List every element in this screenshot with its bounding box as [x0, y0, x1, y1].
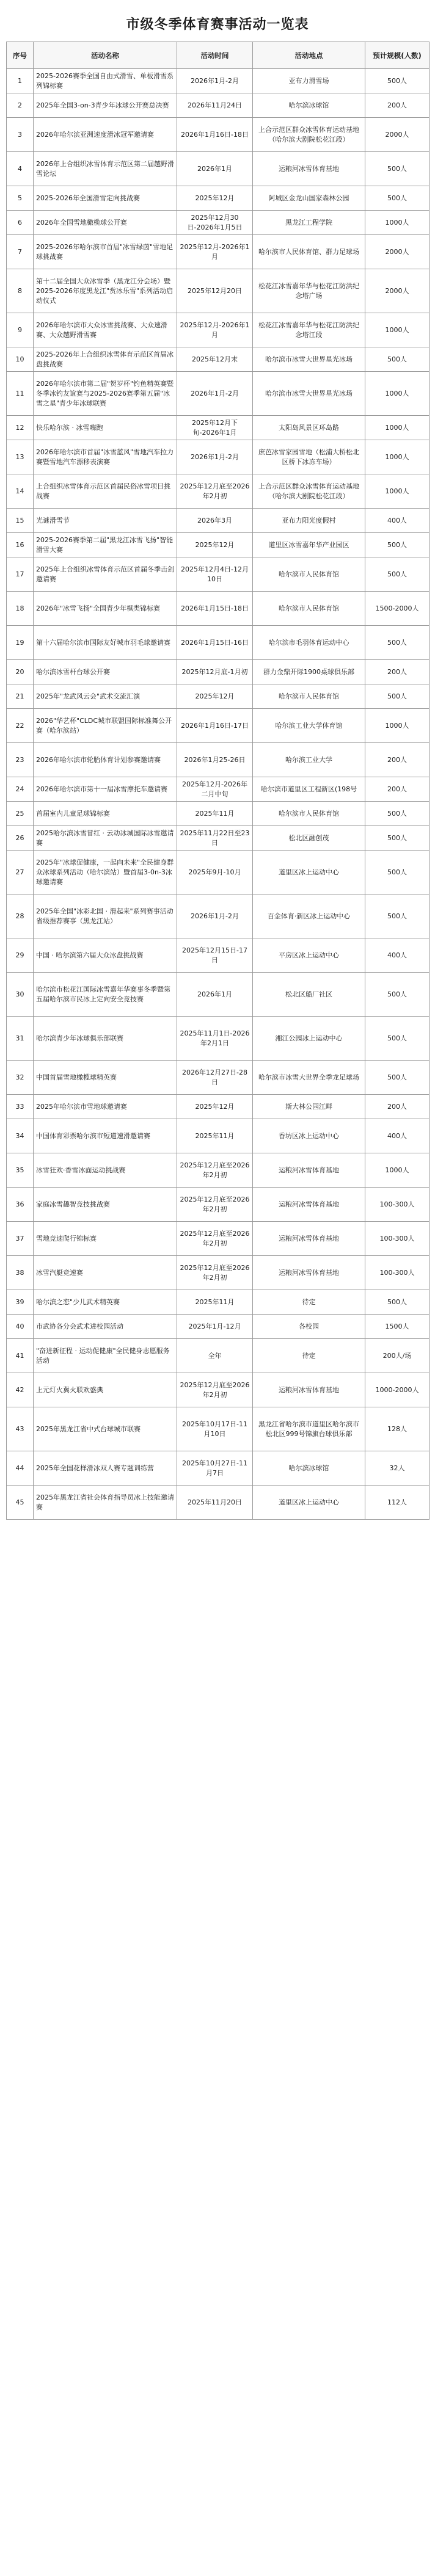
- table-row: [7, 1290, 430, 1315]
- row-index: 25: [7, 802, 34, 826]
- row-index: 7: [7, 235, 34, 269]
- row-expected-scale: 500人: [365, 973, 430, 1017]
- row-activity-time: 全年: [177, 1339, 253, 1373]
- row-activity-time: 2025年12月-2026年1月: [177, 313, 253, 347]
- row-activity-location: 松北区船厂社区: [253, 973, 365, 1017]
- table-row: [7, 474, 430, 509]
- row-index: 22: [7, 709, 34, 743]
- table-row: [7, 440, 430, 474]
- row-expected-scale: 500人: [365, 626, 430, 660]
- row-activity-name: 2025年黑龙江省社会体育指导员冰上技能邀请赛: [34, 1486, 177, 1520]
- row-activity-name: 2026"华艺杯"CLDC城市联盟国际标准舞公开赛（哈尔滨站）: [34, 709, 177, 743]
- row-expected-scale: 128人: [365, 1407, 430, 1451]
- row-index: 6: [7, 211, 34, 235]
- row-activity-name: 2026年哈尔滨市首届"冰雪蓝风"雪地汽车拉力赛暨雪地汽车漂移表演赛: [34, 440, 177, 474]
- row-activity-time: 2026年1月-2月: [177, 894, 253, 938]
- row-activity-name: 2026年全国雪地橄榄球公开赛: [34, 211, 177, 235]
- row-index: 13: [7, 440, 34, 474]
- table-row: [7, 826, 430, 851]
- table-row: [7, 557, 430, 592]
- row-activity-name: 哈尔滨之恋"少儿武术精英赛: [34, 1290, 177, 1315]
- row-activity-location: 太阳岛风景区环岛路: [253, 416, 365, 440]
- row-expected-scale: 2000人: [365, 235, 430, 269]
- row-activity-location: 哈尔滨市冰雪大世界全季龙足球场: [253, 1061, 365, 1095]
- table-row: [7, 347, 430, 372]
- table-row: [7, 235, 430, 269]
- row-activity-location: 哈尔滨市人民体育馆: [253, 592, 365, 626]
- table-row: [7, 416, 430, 440]
- table-row: [7, 1222, 430, 1256]
- row-expected-scale: 200人: [365, 777, 430, 802]
- row-activity-time: 2025年10月27日-11月7日: [177, 1451, 253, 1486]
- row-activity-location: 黑龙江省哈尔滨市道里区哈尔滨市松北区999号锦旗台球俱乐部: [253, 1407, 365, 1451]
- row-expected-scale: 1000人: [365, 1153, 430, 1188]
- row-index: 17: [7, 557, 34, 592]
- row-activity-location: 运粮河冰雪体育基地: [253, 1256, 365, 1290]
- row-activity-time: 2026年3月: [177, 509, 253, 533]
- row-expected-scale: 400人: [365, 509, 430, 533]
- row-index: 5: [7, 186, 34, 211]
- row-expected-scale: 2000人: [365, 269, 430, 313]
- header-activity-name: 活动名称: [34, 42, 177, 69]
- row-index: 39: [7, 1290, 34, 1315]
- row-expected-scale: 400人: [365, 1119, 430, 1153]
- row-index: 3: [7, 118, 34, 152]
- row-activity-time: 2025年12月: [177, 533, 253, 557]
- row-expected-scale: 1000人: [365, 313, 430, 347]
- row-index: 18: [7, 592, 34, 626]
- row-expected-scale: 500人: [365, 1290, 430, 1315]
- row-expected-scale: 1000人: [365, 372, 430, 416]
- row-activity-name: 2026年上合组织冰雪体育示范区第二届越野滑雪论坛: [34, 152, 177, 186]
- row-activity-name: 2025年黑龙江省中式台球城市联赛: [34, 1407, 177, 1451]
- row-activity-location: 哈尔滨市冰雪大世界星光冰场: [253, 347, 365, 372]
- row-activity-name: 上合组织冰雪体育示范区首届民俗冰雪项目挑战赛: [34, 474, 177, 509]
- row-activity-location: 阿城区金龙山国家森林公园: [253, 186, 365, 211]
- row-activity-location: 湘江公园冰上运动中心: [253, 1017, 365, 1061]
- row-activity-name: 2025年全国花样滑冰双人赛专题训练营: [34, 1451, 177, 1486]
- row-activity-time: 2026年1月25-26日: [177, 743, 253, 777]
- row-index: 10: [7, 347, 34, 372]
- row-activity-time: 2025年12月末: [177, 347, 253, 372]
- row-activity-time: 2026年1月-2月: [177, 69, 253, 93]
- row-activity-time: 2025年12月-2026年1月: [177, 235, 253, 269]
- table-row: [7, 626, 430, 660]
- table-row: [7, 1256, 430, 1290]
- events-table: [6, 42, 430, 1520]
- row-expected-scale: 500人: [365, 684, 430, 709]
- row-index: 28: [7, 894, 34, 938]
- row-activity-location: 哈尔滨市道里区工程新区(198号: [253, 777, 365, 802]
- table-row: [7, 684, 430, 709]
- row-activity-name: 首届室内儿童足球锦标赛: [34, 802, 177, 826]
- table-row: [7, 1153, 430, 1188]
- row-expected-scale: 100-300人: [365, 1256, 430, 1290]
- row-index: 45: [7, 1486, 34, 1520]
- row-activity-time: 2025年12月底至2026年2月初: [177, 1222, 253, 1256]
- row-activity-time: 2025年12月底至2026年2月初: [177, 1153, 253, 1188]
- row-activity-time: 2025年12月底至2026年2月初: [177, 1188, 253, 1222]
- row-index: 35: [7, 1153, 34, 1188]
- row-activity-time: 2026年1月16日-18日: [177, 118, 253, 152]
- row-expected-scale: 1000人: [365, 440, 430, 474]
- table-row: [7, 269, 430, 313]
- row-activity-time: 2025年11月1日-2026年2月1日: [177, 1017, 253, 1061]
- row-activity-name: 中国体育彩票哈尔滨市短道速滑邀请赛: [34, 1119, 177, 1153]
- row-activity-location: 运粮河冰雪体育基地: [253, 1188, 365, 1222]
- row-activity-location: 哈尔滨工业大学体育馆: [253, 709, 365, 743]
- row-activity-name: 2025-2026年哈尔滨市首届"冰雪绿茵"雪地足球挑战赛: [34, 235, 177, 269]
- row-expected-scale: 500人: [365, 1061, 430, 1095]
- row-expected-scale: 1000人: [365, 211, 430, 235]
- row-activity-time: 2025年11月: [177, 802, 253, 826]
- row-activity-time: 2025年11月22日至23日: [177, 826, 253, 851]
- table-row: [7, 709, 430, 743]
- row-index: 2: [7, 93, 34, 118]
- row-activity-time: 2026年1月15日-16日: [177, 626, 253, 660]
- row-expected-scale: 2000人: [365, 118, 430, 152]
- row-activity-location: 哈尔滨冰球馆: [253, 93, 365, 118]
- table-row: [7, 372, 430, 416]
- row-expected-scale: 1000人: [365, 709, 430, 743]
- row-index: 11: [7, 372, 34, 416]
- row-activity-time: 2025年12月4日-12月10日: [177, 557, 253, 592]
- row-activity-location: 上合示范区群众冰雪体育运动基地（哈尔滨大剧院松花江段）: [253, 474, 365, 509]
- table-row: [7, 186, 430, 211]
- row-activity-time: 2025年11月20日: [177, 1486, 253, 1520]
- row-activity-name: 中国首届雪地橄榄球精英赛: [34, 1061, 177, 1095]
- row-expected-scale: 200人: [365, 743, 430, 777]
- row-activity-location: 亚布力滑雪场: [253, 69, 365, 93]
- row-activity-time: 2025年9月-10月: [177, 851, 253, 894]
- table-row: [7, 1017, 430, 1061]
- row-expected-scale: 500人: [365, 851, 430, 894]
- row-activity-location: 百金体育·新区冰上运动中心: [253, 894, 365, 938]
- row-activity-time: 2025年12月下旬-2026年1月: [177, 416, 253, 440]
- row-activity-name: 第十六届哈尔滨市国际友好城市羽毛球邀请赛: [34, 626, 177, 660]
- table-row: [7, 1486, 430, 1520]
- row-activity-name: 2025哈尔滨冰雪冒红 · 云动冰城国际冰雪邀请赛: [34, 826, 177, 851]
- row-expected-scale: 100-300人: [365, 1222, 430, 1256]
- header-index: 序号: [7, 42, 34, 69]
- table-row: [7, 152, 430, 186]
- row-activity-location: 庶芭冰雪家园雪地（松浦大桥松北区桥下冰冻车场）: [253, 440, 365, 474]
- row-index: 15: [7, 509, 34, 533]
- row-activity-location: 哈尔滨市人民体育馆: [253, 802, 365, 826]
- row-index: 30: [7, 973, 34, 1017]
- row-activity-location: 香坊区冰上运动中心: [253, 1119, 365, 1153]
- row-expected-scale: 200人: [365, 93, 430, 118]
- row-expected-scale: 500人: [365, 1017, 430, 1061]
- row-activity-time: 2026年1月-2月: [177, 440, 253, 474]
- row-activity-location: 运粮河冰雪体育基地: [253, 1222, 365, 1256]
- table-row: [7, 1339, 430, 1373]
- row-activity-location: 哈尔滨市冰雪大世界星光冰场: [253, 372, 365, 416]
- row-index: 40: [7, 1315, 34, 1339]
- row-activity-name: 2025-2026年上合组织冰雪体育示范区首届冰盘挑战赛: [34, 347, 177, 372]
- row-expected-scale: 112人: [365, 1486, 430, 1520]
- table-row: [7, 973, 430, 1017]
- row-index: 4: [7, 152, 34, 186]
- row-activity-time: 2025年10月17日-11月10日: [177, 1407, 253, 1451]
- row-activity-location: 哈尔滨市人民体育馆、群力足球场: [253, 235, 365, 269]
- row-activity-name: 哈尔滨冰雪杆台球公开赛: [34, 660, 177, 684]
- row-activity-name: 2025年全国3-on-3青少年冰球公开赛总决赛: [34, 93, 177, 118]
- row-activity-name: 家庭冰雪趣智竞技挑战赛: [34, 1188, 177, 1222]
- row-activity-location: 哈尔滨市毛羽体育运动中心: [253, 626, 365, 660]
- row-activity-name: "奋进新征程 · 运动促健康"全民健身志愿服务活动: [34, 1339, 177, 1373]
- row-activity-name: 冰雪汽艇竞速赛: [34, 1256, 177, 1290]
- row-activity-location: 运粮河冰雪体育基地: [253, 1373, 365, 1407]
- row-activity-name: 2025年上合组织冰雪体育示范区首届冬季击剑邀请赛: [34, 557, 177, 592]
- row-activity-name: 冰雪狂欢·香雪冰面运动挑战赛: [34, 1153, 177, 1188]
- row-activity-time: 2026年12月27日-28日: [177, 1061, 253, 1095]
- row-activity-name: 光谜滑雪节: [34, 509, 177, 533]
- row-index: 20: [7, 660, 34, 684]
- row-activity-location: 斯大林公园江畔: [253, 1095, 365, 1119]
- row-activity-location: 运粮河冰雪体育基地: [253, 152, 365, 186]
- row-expected-scale: 32人: [365, 1451, 430, 1486]
- row-activity-location: 松花江冰雪嘉年华与松花江防洪纪念塔江段: [253, 313, 365, 347]
- row-index: 37: [7, 1222, 34, 1256]
- table-row: [7, 1119, 430, 1153]
- row-index: 26: [7, 826, 34, 851]
- row-activity-time: 2026年11月24日: [177, 93, 253, 118]
- header-activity-location: 活动地点: [253, 42, 365, 69]
- row-activity-name: 中国 · 哈尔滨第六届大众冰盘挑战赛: [34, 938, 177, 973]
- row-index: 24: [7, 777, 34, 802]
- row-expected-scale: 500人: [365, 894, 430, 938]
- table-row: [7, 509, 430, 533]
- page-title: 市级冬季体育赛事活动一览表: [126, 16, 309, 32]
- table-row: [7, 1061, 430, 1095]
- row-index: 36: [7, 1188, 34, 1222]
- row-activity-name: 2025年全国"冰彩北国 · 滑起来"系列赛事活动省级推荐赛事（黑龙江站）: [34, 894, 177, 938]
- row-expected-scale: 1000-2000人: [365, 1373, 430, 1407]
- row-activity-time: 2025年12月15日-17日: [177, 938, 253, 973]
- table-row: [7, 1188, 430, 1222]
- row-index: 21: [7, 684, 34, 709]
- row-activity-name: 2025年"龙武风云会"武术交流汇演: [34, 684, 177, 709]
- table-header-row: [7, 42, 430, 69]
- row-activity-location: 各校园: [253, 1315, 365, 1339]
- table-row: [7, 743, 430, 777]
- row-activity-time: 2025年12月20日: [177, 269, 253, 313]
- row-expected-scale: 400人: [365, 938, 430, 973]
- row-activity-location: 待定: [253, 1290, 365, 1315]
- row-activity-time: 2025年12月底至2026年2月初: [177, 474, 253, 509]
- row-index: 44: [7, 1451, 34, 1486]
- row-index: 41: [7, 1339, 34, 1373]
- header-expected-scale: 预计规模(人数): [365, 42, 430, 69]
- row-activity-name: 2026年哈尔滨市第二届"贺岁杯"钓鱼精英赛暨冬季冰钓友谊赛与2025-2026赛季第五届"冰雪之星"青少年冰球联赛: [34, 372, 177, 416]
- row-activity-location: 上合示范区群众冰雪体育运动基地（哈尔滨大剧院松花江段）: [253, 118, 365, 152]
- row-activity-time: 2025年12月30日-2026年1月5日: [177, 211, 253, 235]
- row-expected-scale: 500人: [365, 152, 430, 186]
- table-row: [7, 1407, 430, 1451]
- row-activity-name: 哈尔滨市松花江国际冰雪嘉年华赛事冬季暨第五届哈尔滨市民冰上定向安全竞技赛: [34, 973, 177, 1017]
- row-activity-location: 道里区冰上运动中心: [253, 851, 365, 894]
- row-expected-scale: 1000人: [365, 416, 430, 440]
- row-expected-scale: 500人: [365, 826, 430, 851]
- row-activity-name: 上元灯火冀火联欢盛典: [34, 1373, 177, 1407]
- row-index: 19: [7, 626, 34, 660]
- row-index: 9: [7, 313, 34, 347]
- row-activity-time: 2025年12月-2026年二月中旬: [177, 777, 253, 802]
- row-activity-name: 雪地竞速爬行锦标赛: [34, 1222, 177, 1256]
- row-index: 38: [7, 1256, 34, 1290]
- row-activity-name: 哈尔滨青少年冰球俱乐部联赛: [34, 1017, 177, 1061]
- row-activity-location: 道里区冰雪嘉年华产业园区: [253, 533, 365, 557]
- row-activity-name: 2026年哈尔滨市第十一届冰雪摩托车邀请赛: [34, 777, 177, 802]
- row-expected-scale: 1500-2000人: [365, 592, 430, 626]
- row-activity-name: 2025年哈尔滨市雪地球邀请赛: [34, 1095, 177, 1119]
- row-activity-location: 松花江冰雪嘉年华与松花江防洪纪念塔广场: [253, 269, 365, 313]
- row-index: 8: [7, 269, 34, 313]
- table-row: [7, 851, 430, 894]
- row-expected-scale: 1000人: [365, 474, 430, 509]
- table-row: [7, 533, 430, 557]
- row-activity-location: 哈尔滨工业大学: [253, 743, 365, 777]
- table-body: [7, 69, 430, 1520]
- row-activity-location: 运粮河冰雪体育基地: [253, 1153, 365, 1188]
- row-activity-time: 2025年12月底-1月初: [177, 660, 253, 684]
- row-index: 23: [7, 743, 34, 777]
- row-expected-scale: 200人: [365, 660, 430, 684]
- table-row: [7, 93, 430, 118]
- row-activity-time: 2025年12月: [177, 684, 253, 709]
- row-activity-time: 2026年1月-2月: [177, 372, 253, 416]
- row-activity-name: 2025-2026赛季全国自由式滑雪、单板滑雪系列锦标赛: [34, 69, 177, 93]
- table-row: [7, 1373, 430, 1407]
- row-index: 16: [7, 533, 34, 557]
- table-row: [7, 802, 430, 826]
- table-row: [7, 1095, 430, 1119]
- row-activity-time: 2026年1月: [177, 152, 253, 186]
- row-expected-scale: 200人: [365, 1095, 430, 1119]
- row-activity-name: 2026年哈尔滨亚洲速度滑冰冠军邀请赛: [34, 118, 177, 152]
- table-row: [7, 1451, 430, 1486]
- row-index: 43: [7, 1407, 34, 1451]
- row-activity-name: 2025-2026赛季第二届"黑龙江冰雪飞扬"智能滑雪大赛: [34, 533, 177, 557]
- row-activity-time: 2025年1月-12月: [177, 1315, 253, 1339]
- row-activity-time: 2025年12月底至2026年2月初: [177, 1256, 253, 1290]
- row-activity-location: 待定: [253, 1339, 365, 1373]
- row-expected-scale: 500人: [365, 347, 430, 372]
- row-expected-scale: 500人: [365, 69, 430, 93]
- row-index: 42: [7, 1373, 34, 1407]
- row-expected-scale: 500人: [365, 186, 430, 211]
- row-index: 32: [7, 1061, 34, 1095]
- row-activity-name: 2026年哈尔滨市轮胎体育计划参赛邀请赛: [34, 743, 177, 777]
- row-activity-location: 道里区冰上运动中心: [253, 1486, 365, 1520]
- row-activity-time: 2026年1月15日-18日: [177, 592, 253, 626]
- row-activity-location: 哈尔滨市人民体育馆: [253, 557, 365, 592]
- row-activity-time: 2025年11月: [177, 1119, 253, 1153]
- row-activity-time: 2025年12月底至2026年2月初: [177, 1373, 253, 1407]
- row-activity-location: 哈尔滨冰球馆: [253, 1451, 365, 1486]
- row-activity-location: 黑龙江工程学院: [253, 211, 365, 235]
- row-index: 1: [7, 69, 34, 93]
- table-row: [7, 313, 430, 347]
- row-expected-scale: 1500人: [365, 1315, 430, 1339]
- row-index: 33: [7, 1095, 34, 1119]
- table-row: [7, 938, 430, 973]
- row-activity-location: 平房区冰上运动中心: [253, 938, 365, 973]
- row-activity-location: 哈尔滨市人民体育馆: [253, 684, 365, 709]
- row-index: 14: [7, 474, 34, 509]
- row-index: 12: [7, 416, 34, 440]
- table-row: [7, 660, 430, 684]
- table-row: [7, 894, 430, 938]
- row-activity-location: 群力金鼎开际1900桌球俱乐部: [253, 660, 365, 684]
- row-activity-location: 亚布力阳光度假村: [253, 509, 365, 533]
- row-index: 34: [7, 1119, 34, 1153]
- row-index: 31: [7, 1017, 34, 1061]
- table-row: [7, 777, 430, 802]
- row-activity-name: 2025年"冰球促健康，一起向未来"全民健身群众冰球系列活动（哈尔滨站）暨首届3-0n-3冰球邀请赛: [34, 851, 177, 894]
- row-activity-name: 2026年哈尔滨市大众冰雪挑战赛、大众速滑赛、大众越野滑雪赛: [34, 313, 177, 347]
- row-activity-name: 快乐哈尔滨 · 冰雪嗨跑: [34, 416, 177, 440]
- row-expected-scale: 500人: [365, 802, 430, 826]
- row-index: 29: [7, 938, 34, 973]
- row-activity-time: 2025年12月: [177, 186, 253, 211]
- row-activity-name: 市武协各分会武术进校园活动: [34, 1315, 177, 1339]
- row-expected-scale: 500人: [365, 557, 430, 592]
- row-activity-name: 第十二届全国大众冰雪季（黑龙江分会场）暨2025-2026年度黑龙江"赏冰乐雪"系列活动启动仪式: [34, 269, 177, 313]
- row-expected-scale: 200人/场: [365, 1339, 430, 1373]
- table-row: [7, 118, 430, 152]
- row-index: 27: [7, 851, 34, 894]
- header-activity-time: 活动时间: [177, 42, 253, 69]
- row-activity-time: 2026年1月16日-17日: [177, 709, 253, 743]
- table-row: [7, 69, 430, 93]
- table-row: [7, 592, 430, 626]
- row-activity-location: 松北区融创茂: [253, 826, 365, 851]
- table-row: [7, 1315, 430, 1339]
- row-activity-time: 2025年12月: [177, 1095, 253, 1119]
- row-expected-scale: 500人: [365, 533, 430, 557]
- row-expected-scale: 100-300人: [365, 1188, 430, 1222]
- row-activity-name: 2025-2026年全国滑雪定向挑战赛: [34, 186, 177, 211]
- row-activity-time: 2026年1月: [177, 973, 253, 1017]
- row-activity-name: 2026年"冰雪飞扬"全国青少年棋类锦标赛: [34, 592, 177, 626]
- row-activity-time: 2025年11月: [177, 1290, 253, 1315]
- table-row: [7, 211, 430, 235]
